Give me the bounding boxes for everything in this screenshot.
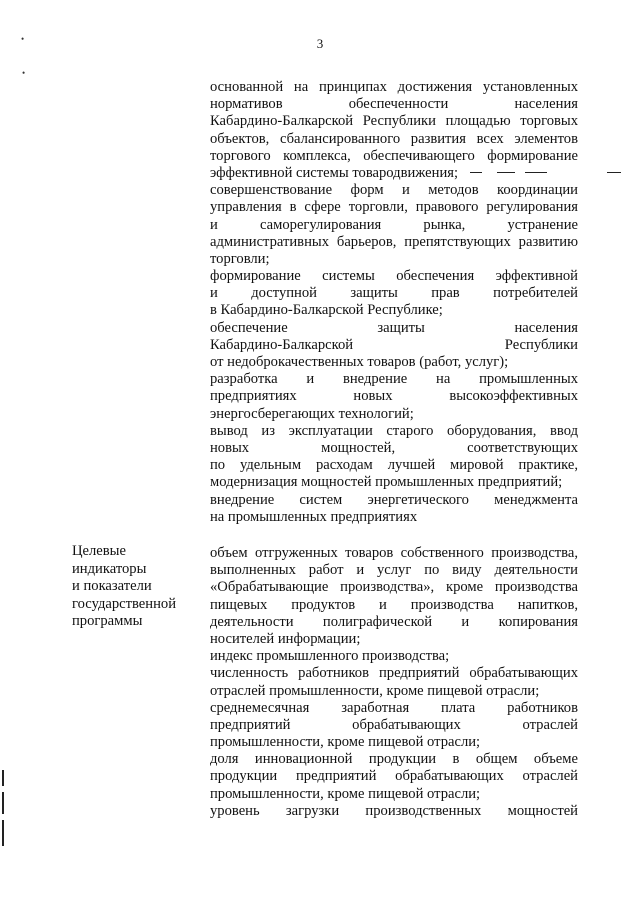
text-line: управления в сфере торговли, правового регулирования — [210, 199, 578, 216]
text-line: на промышленных предприятиях — [210, 508, 418, 525]
scan-edge-mark — [2, 820, 4, 846]
scan-dash — [607, 172, 621, 173]
text-line: новых мощностей, соответствующих — [210, 439, 578, 456]
label-line: Целевые — [72, 543, 126, 559]
text-line: деятельности полиграфической и копирования — [210, 613, 578, 630]
text-line: уровень загрузки производственных мощностей — [210, 802, 578, 819]
indicators-text-block — [210, 545, 578, 820]
label-line: и показатели — [72, 578, 152, 595]
text-line: эффективной системы товародвижения; — [210, 164, 459, 181]
text-line: внедрение систем энергетического менеджмента — [210, 491, 578, 508]
text-line: промышленности, кроме пищевой отрасли; — [210, 734, 481, 751]
label-line: государственной — [72, 595, 177, 612]
text-line: обеспечение защиты населения — [210, 319, 578, 336]
text-line: торговли; — [210, 250, 270, 267]
text-line: «Обрабатывающие производства», кроме производства — [210, 579, 578, 596]
text-line: продукции предприятий обрабатывающих отраслей — [210, 768, 578, 785]
text-line: энергосберегающих технологий; — [210, 405, 414, 422]
target-indicators-label — [72, 543, 202, 631]
text-line: отраслей промышленности, кроме пищевой отрасли; — [210, 682, 540, 699]
text-line: торгового комплекса, обеспечивающего формирование — [210, 147, 578, 164]
text-line: численность работников предприятий обрабатывающих — [210, 665, 578, 682]
scan-speck: • — [22, 68, 26, 78]
text-line: от недоброкачественных товаров (работ, услуг); — [210, 354, 509, 370]
scan-speck: • — [21, 34, 25, 44]
text-line: нормативов обеспеченности населения — [210, 96, 578, 113]
text-line: по удельным расходам лучшей мировой практике, — [210, 457, 578, 474]
scan-edge-mark — [2, 770, 4, 786]
label-line: программы — [72, 613, 143, 630]
text-line: основанной на принципах достижения установленных — [210, 79, 578, 95]
text-line: разработка и внедрение на промышленных — [210, 371, 578, 388]
text-line: и доступной защиты прав потребителей — [210, 285, 578, 302]
text-line: Кабардино-Балкарской Республики площадью торговых — [210, 113, 578, 130]
text-line: доля инновационной продукции в общем объеме — [210, 751, 578, 768]
scan-edge-mark — [2, 792, 4, 814]
text-line: Кабардино-Балкарской Республики — [210, 336, 578, 353]
label-line: индикаторы — [72, 560, 147, 577]
text-line: предприятиях новых высокоэффективных — [210, 388, 578, 405]
text-line: выполненных работ и услуг по виду деятельности — [210, 562, 578, 579]
text-line: промышленности, кроме пищевой отрасли; — [210, 785, 481, 802]
text-line: носителей информации; — [210, 630, 361, 647]
text-line: вывод из эксплуатации старого оборудования, ввод — [210, 422, 578, 439]
text-line: объектов, сбалансированного развития всех элементов — [210, 130, 578, 147]
text-line: и саморегулирования рынка, устранение — [210, 216, 578, 233]
text-line: предприятий обрабатывающих отраслей — [210, 716, 578, 733]
page-number: 3 — [316, 36, 324, 51]
text-line: модернизация мощностей промышленных предприятий; — [210, 474, 563, 491]
text-line: среднемесячная заработная плата работников — [210, 699, 578, 716]
text-line: совершенствование форм и методов координации — [210, 182, 578, 199]
text-line: индекс промышленного производства; — [210, 648, 450, 665]
text-line: объем отгруженных товаров собственного производства, — [210, 545, 578, 561]
tasks-text-block — [210, 79, 578, 526]
text-line: в Кабардино-Балкарской Республике; — [210, 302, 443, 319]
text-line: формирование системы обеспечения эффективной — [210, 268, 578, 285]
text-line: административных барьеров, препятствующих развитию — [210, 233, 578, 250]
text-line: пищевых продуктов и производства напитков, — [210, 596, 578, 613]
